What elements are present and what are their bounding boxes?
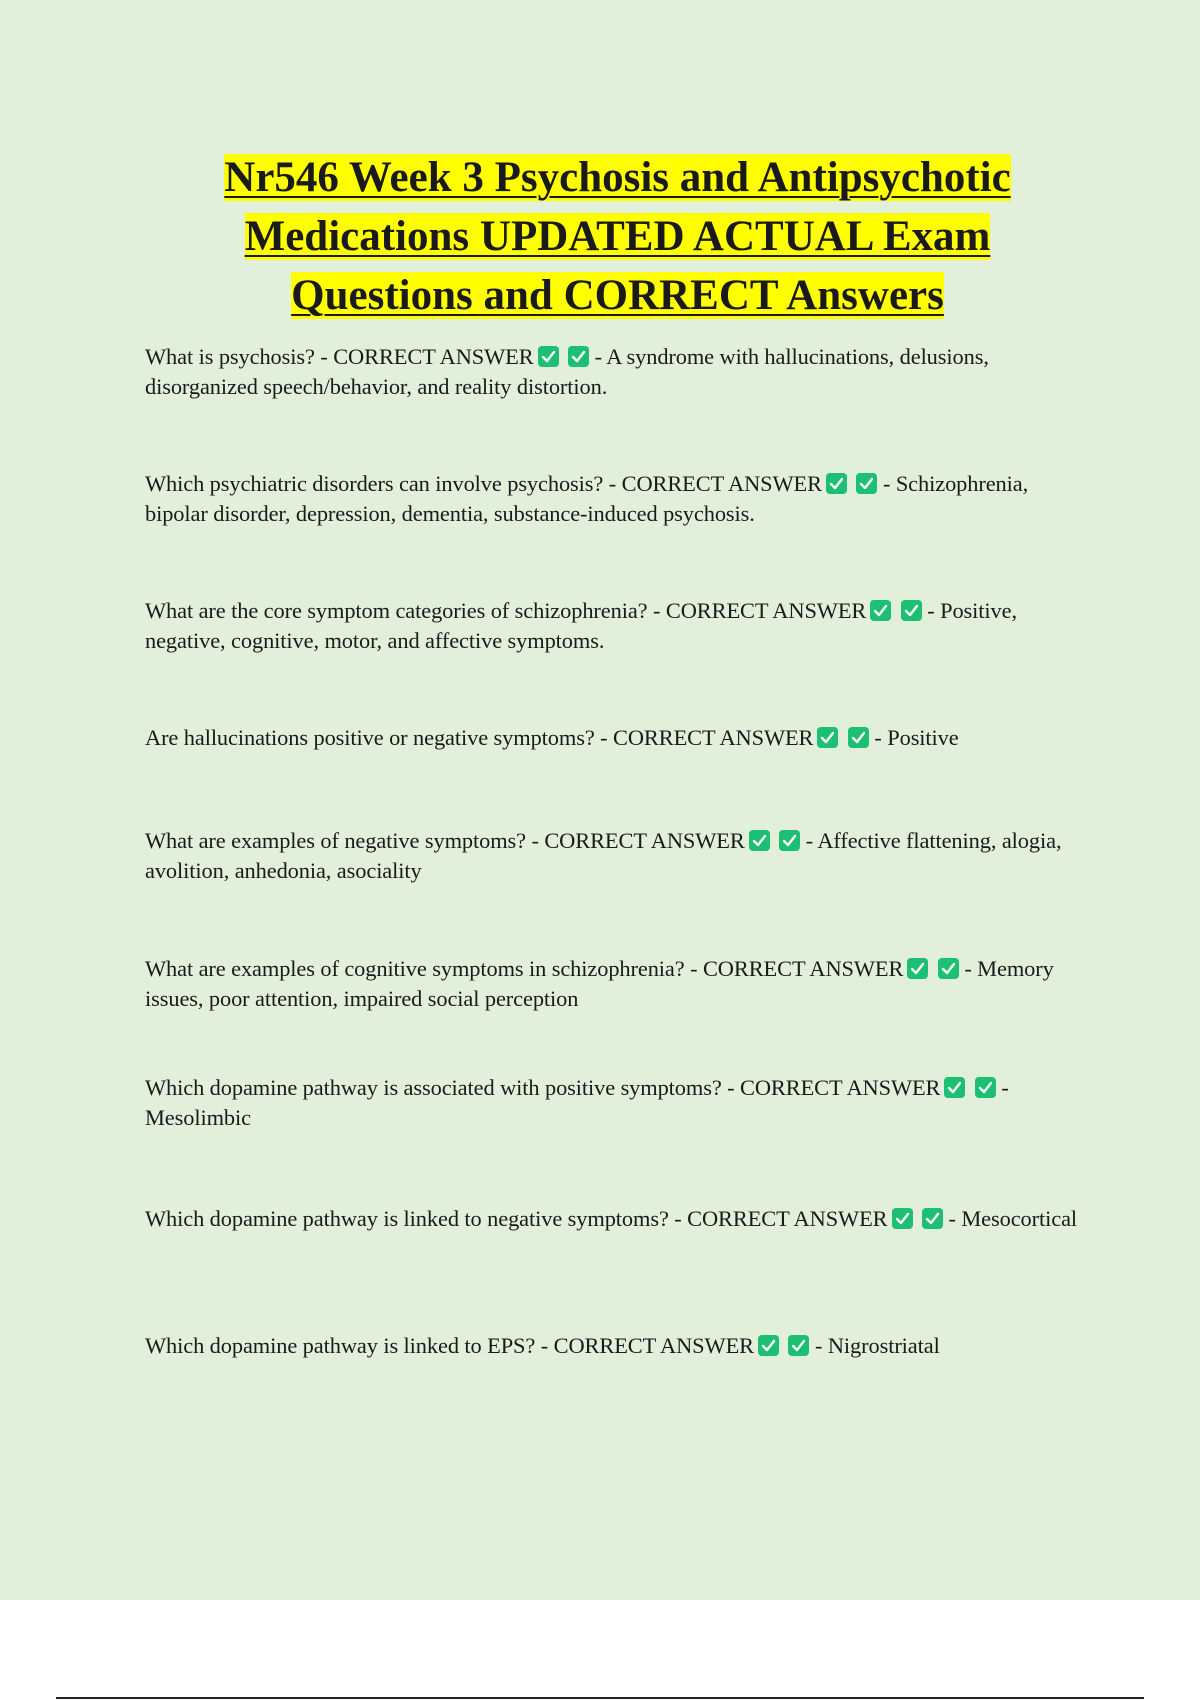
white-check-mark-icon — [749, 830, 770, 851]
question-text: Which dopamine pathway is associated with positive symptoms? — [145, 1075, 722, 1100]
correct-answer-label: CORRECT ANSWER — [702, 956, 904, 981]
question-text: Which psychiatric disorders can involve psychosis? — [145, 471, 604, 496]
correct-answer-label: CORRECT ANSWER — [665, 598, 867, 623]
answer-text: Schizophrenia, bipolar disorder, depression, dementia, substance-induced psychosis. — [145, 471, 1029, 526]
white-check-mark-icon — [788, 1335, 809, 1356]
white-check-mark-icon — [568, 346, 589, 367]
qa-item — [145, 954, 1090, 1014]
correct-answer-label: CORRECT ANSWER — [687, 1206, 888, 1231]
qa-item — [145, 1204, 1090, 1234]
white-check-mark-icon — [938, 958, 959, 979]
white-check-mark-icon — [922, 1208, 943, 1229]
answer-text: Mesocortical — [961, 1206, 1078, 1231]
qa-item — [145, 723, 1090, 753]
answer-text: A syndrome with hallucinations, delusions, disorganized speech/behavior, and reality distortion. — [145, 344, 989, 399]
white-check-mark-icon — [907, 958, 928, 979]
white-check-mark-icon — [892, 1208, 913, 1229]
question-text: What is psychosis? — [145, 344, 315, 369]
separator-dash: - — [805, 828, 814, 853]
qa-item — [145, 342, 1090, 402]
white-check-mark-icon — [779, 830, 800, 851]
separator-dash: - — [320, 344, 328, 369]
separator-dash: - — [964, 956, 972, 981]
separator-dash: - — [882, 471, 891, 496]
separator-dash: - — [927, 598, 935, 623]
correct-answer-label: CORRECT ANSWER — [621, 471, 822, 496]
white-check-mark-icon — [848, 727, 869, 748]
separator-dash: - — [594, 344, 602, 369]
white-check-mark-icon — [975, 1077, 996, 1098]
separator-dash: - — [653, 598, 661, 623]
qa-item — [145, 1073, 1090, 1133]
separator-dash: - — [948, 1206, 956, 1231]
white-check-mark-icon — [856, 473, 877, 494]
document-title-text: Nr546 Week 3 Psychosis and Antipsychotic Medications UPDATED ACTUAL Exam Questions and CORRECT Answers — [224, 154, 1011, 319]
white-check-mark-icon — [901, 600, 922, 621]
footer-divider — [56, 1697, 1144, 1699]
answer-text: Mesolimbic — [145, 1105, 251, 1130]
qa-item — [145, 596, 1090, 656]
qa-item — [145, 826, 1090, 886]
white-check-mark-icon — [758, 1335, 779, 1356]
answer-text: Nigrostriatal — [827, 1333, 940, 1358]
correct-answer-label: CORRECT ANSWER — [740, 1075, 941, 1100]
question-text: Which dopamine pathway is linked to negative symptoms? — [145, 1206, 669, 1231]
correct-answer-label: CORRECT ANSWER — [333, 344, 534, 369]
question-text: Which dopamine pathway is linked to EPS? — [145, 1333, 536, 1358]
answer-text: Memory issues, poor attention, impaired social perception — [145, 956, 1054, 1011]
separator-dash: - — [1001, 1075, 1009, 1100]
answer-text: Positive, negative, cognitive, motor, and affective symptoms. — [145, 598, 1017, 653]
white-check-mark-icon — [538, 346, 559, 367]
separator-dash: - — [531, 828, 539, 853]
question-text: What are the core symptom categories of schizophrenia? — [145, 598, 648, 623]
separator-dash: - — [727, 1075, 735, 1100]
qa-item — [145, 1331, 1090, 1361]
correct-answer-label: CORRECT ANSWER — [613, 725, 814, 750]
correct-answer-label: CORRECT ANSWER — [553, 1333, 754, 1358]
white-check-mark-icon — [944, 1077, 965, 1098]
separator-dash: - — [608, 471, 617, 496]
question-text: Are hallucinations positive or negative symptoms? — [145, 725, 595, 750]
correct-answer-label: CORRECT ANSWER — [544, 828, 745, 853]
qa-item — [145, 469, 1090, 529]
separator-dash: - — [814, 1333, 823, 1358]
separator-dash: - — [540, 1333, 549, 1358]
separator-dash: - — [874, 725, 882, 750]
white-check-mark-icon — [870, 600, 891, 621]
question-text: What are examples of cognitive symptoms in schizophrenia? — [145, 956, 685, 981]
document-title — [150, 148, 1085, 325]
separator-dash: - — [674, 1206, 682, 1231]
separator-dash: - — [600, 725, 608, 750]
question-text: What are examples of negative symptoms? — [145, 828, 526, 853]
separator-dash: - — [690, 956, 698, 981]
answer-text: Affective flattening, alogia, avolition, anhedonia, asociality — [145, 828, 1062, 883]
white-check-mark-icon — [817, 727, 838, 748]
white-check-mark-icon — [826, 473, 847, 494]
answer-text: Positive — [887, 725, 959, 750]
